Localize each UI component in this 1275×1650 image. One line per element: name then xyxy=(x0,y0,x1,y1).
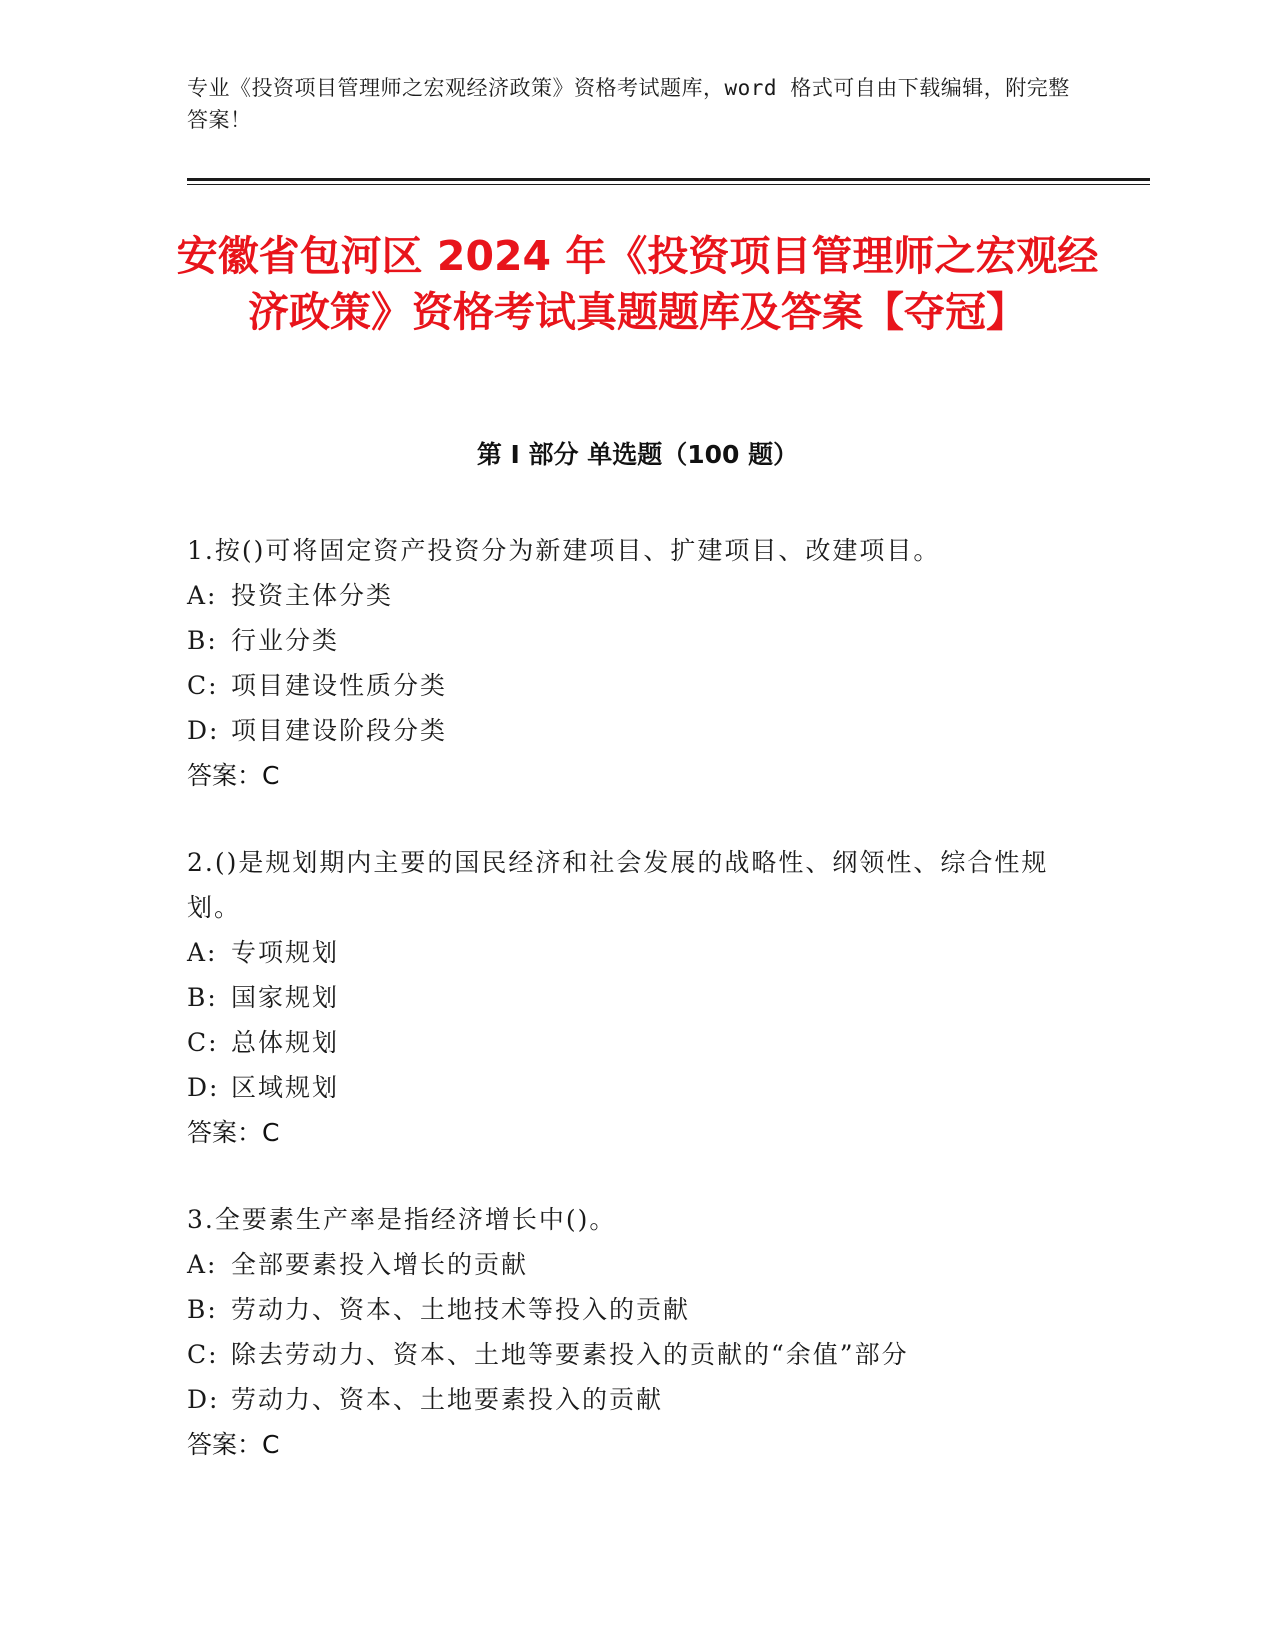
answer-line: 答案：C xyxy=(187,761,280,790)
option-text: 劳动力、资本、土地技术等投入的贡献 xyxy=(231,1295,691,1324)
option-letter: D: xyxy=(187,1073,220,1102)
answer-line: 答案：C xyxy=(187,1118,280,1147)
option-c xyxy=(187,1020,1087,1065)
question-stem: 3.全要素生产率是指经济增长中()。 xyxy=(187,1205,617,1234)
header-divider-thick xyxy=(187,178,1150,181)
option-text: 区域规划 xyxy=(231,1073,340,1102)
option-text: 除去劳动力、资本、土地等要素投入的贡献的“余值”部分 xyxy=(231,1340,909,1369)
option-text: 劳动力、资本、土地要素投入的贡献 xyxy=(231,1385,664,1414)
question-3 xyxy=(187,1197,1087,1467)
option-letter: A: xyxy=(187,1250,218,1279)
section-heading: 第 I 部分 单选题（100 题） xyxy=(476,440,799,469)
option-d xyxy=(187,1377,1087,1422)
option-letter: D: xyxy=(187,716,220,745)
option-a xyxy=(187,1242,1087,1287)
question-2 xyxy=(187,840,1087,1155)
option-a xyxy=(187,573,1087,618)
option-text: 行业分类 xyxy=(231,626,340,655)
option-c xyxy=(187,663,1087,708)
option-c xyxy=(187,1332,1087,1377)
option-text: 全部要素投入增长的贡献 xyxy=(231,1250,529,1279)
option-text: 投资主体分类 xyxy=(231,581,394,610)
option-letter: C: xyxy=(187,1028,219,1057)
option-letter: D: xyxy=(187,1385,220,1414)
option-letter: B: xyxy=(187,983,218,1012)
option-a xyxy=(187,930,1087,975)
option-text: 项目建设阶段分类 xyxy=(231,716,448,745)
question-list xyxy=(187,528,1087,1509)
option-letter: B: xyxy=(187,626,218,655)
header-note: 专业《投资项目管理师之宏观经济政策》资格考试题库，word 格式可自由下载编辑，附完整答案！ xyxy=(187,76,1070,132)
option-b xyxy=(187,1287,1087,1332)
option-text: 项目建设性质分类 xyxy=(231,671,448,700)
option-text: 总体规划 xyxy=(231,1028,340,1057)
option-b xyxy=(187,975,1087,1020)
document-title: 安徽省包河区 2024 年《投资项目管理师之宏观经济政策》资格考试真题题库及答案【夺冠】 xyxy=(176,232,1099,336)
option-letter: B: xyxy=(187,1295,218,1324)
option-b xyxy=(187,618,1087,663)
question-1 xyxy=(187,528,1087,798)
question-stem: 2.()是规划期内主要的国民经济和社会发展的战略性、纲领性、综合性规划。 xyxy=(187,848,1049,922)
option-letter: A: xyxy=(187,581,218,610)
question-stem: 1.按()可将固定资产投资分为新建项目、扩建项目、改建项目。 xyxy=(187,536,941,565)
option-d xyxy=(187,1065,1087,1110)
answer-line: 答案：C xyxy=(187,1430,280,1459)
option-d xyxy=(187,708,1087,753)
option-letter: C: xyxy=(187,671,219,700)
header-divider-thin xyxy=(187,184,1150,185)
option-letter: A: xyxy=(187,938,218,967)
option-text: 专项规划 xyxy=(231,938,340,967)
option-letter: C: xyxy=(187,1340,219,1369)
option-text: 国家规划 xyxy=(231,983,340,1012)
